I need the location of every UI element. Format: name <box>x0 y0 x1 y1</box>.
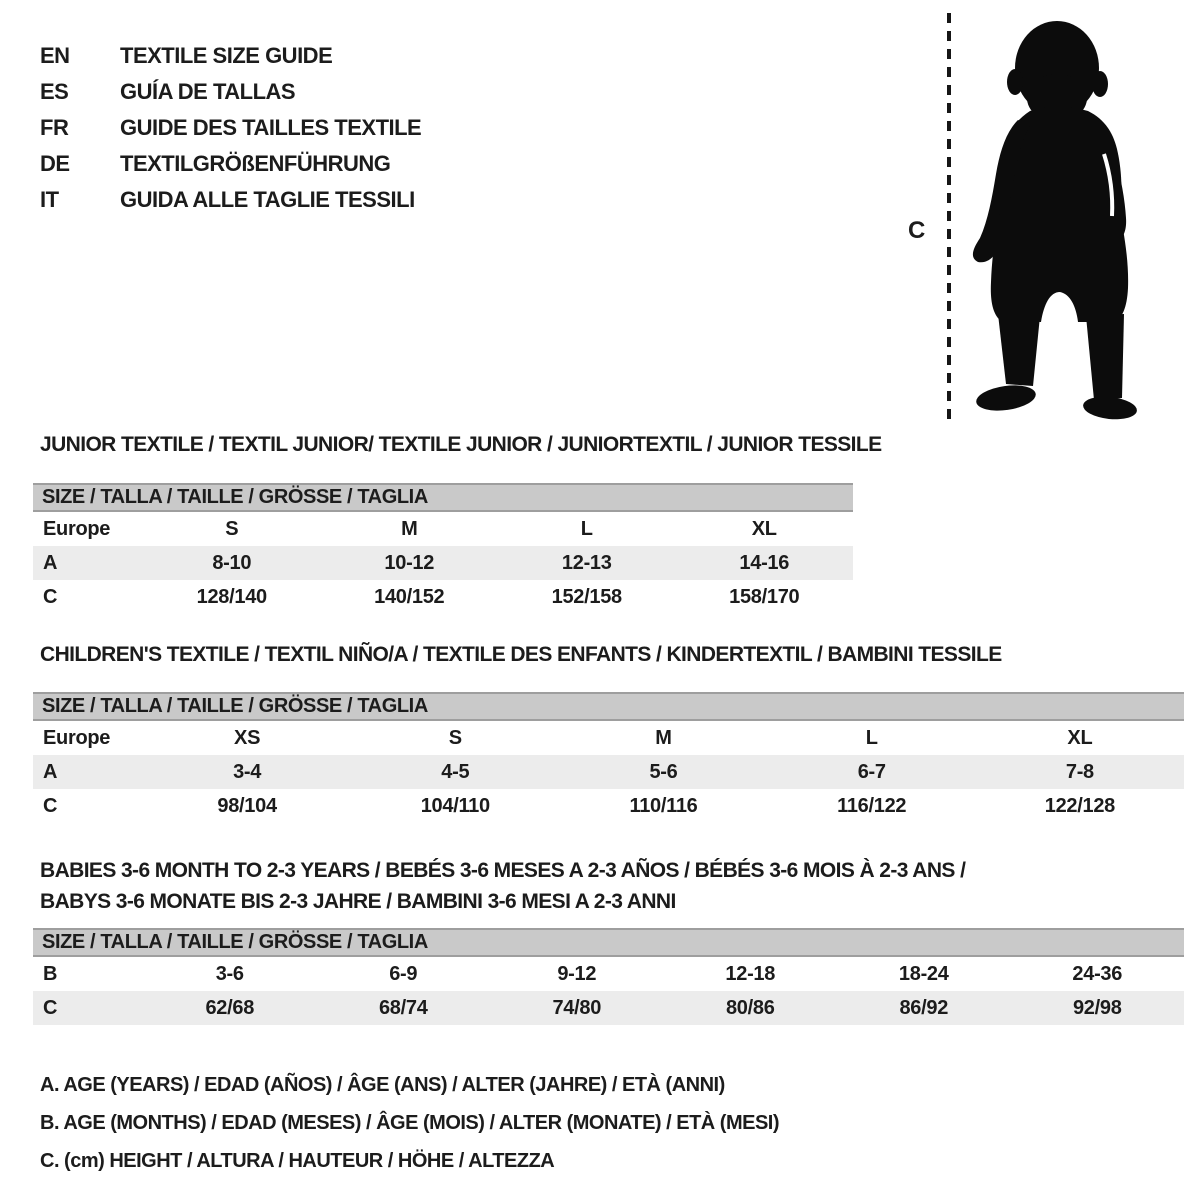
size-value-cell: 122/128 <box>1044 794 1115 817</box>
legend-line-a: A. AGE (YEARS) / EDAD (AÑOS) / ÂGE (ANS) / ALTER (JAHRE) / ETÀ (ANNI) <box>40 1074 725 1096</box>
row-label: C <box>43 794 58 817</box>
junior-table-rows <box>33 512 853 614</box>
row-label: C <box>43 585 58 608</box>
legend-block <box>40 1066 779 1180</box>
size-value-cell: L <box>580 517 593 540</box>
size-value-cell: XS <box>234 726 261 749</box>
row-label: B <box>43 962 58 985</box>
language-row <box>40 74 421 110</box>
childrens-table-rows <box>33 721 1184 823</box>
table-row <box>33 957 1184 991</box>
legend-line-b: B. AGE (MONTHS) / EDAD (MESES) / ÂGE (MOIS) / ALTER (MONATE) / ETÀ (MESI) <box>40 1112 780 1134</box>
size-value-cell: 74/80 <box>552 996 602 1019</box>
childrens-table-title: CHILDREN'S TEXTILE / TEXTIL NIÑO/A / TEXTILE DES ENFANTS / KINDERTEXTIL / BAMBINI TESSILE <box>40 643 1002 666</box>
size-value-cell: M <box>401 517 418 540</box>
row-label: A <box>43 551 58 574</box>
size-value-cell: 12-13 <box>561 551 612 574</box>
size-value-cell: 14-16 <box>739 551 790 574</box>
size-value-cell: 5-6 <box>649 760 678 783</box>
height-measure-dashed-line <box>947 13 951 419</box>
size-value-cell: 7-8 <box>1065 760 1094 783</box>
silhouette-ear-right <box>1092 71 1108 97</box>
size-value-cell: XL <box>751 517 777 540</box>
babies-textile-section <box>33 855 1184 1025</box>
language-code: IT <box>40 187 59 212</box>
size-value-cell: 9-12 <box>557 962 597 985</box>
language-code: EN <box>40 43 70 68</box>
junior-table-title: JUNIOR TEXTILE / TEXTIL JUNIOR/ TEXTILE JUNIOR / JUNIORTEXTIL / JUNIOR TESSILE <box>40 433 882 456</box>
size-value-cell: 18-24 <box>898 962 949 985</box>
toddler-silhouette-image <box>960 16 1140 421</box>
silhouette-left-foot <box>975 382 1038 414</box>
table-row <box>33 580 853 614</box>
size-value-cell: 3-6 <box>215 962 244 985</box>
size-value-cell: 10-12 <box>384 551 435 574</box>
size-value-cell: 6-9 <box>389 962 418 985</box>
babies-table-title-line1: BABIES 3-6 MONTH TO 2-3 YEARS / BEBÉS 3-6 MESES A 2-3 AÑOS / BÉBÉS 3-6 MOIS À 2-3 ANS / <box>40 859 966 882</box>
size-value-cell: 152/158 <box>551 585 622 608</box>
babies-table-rows <box>33 957 1184 1025</box>
legend-line-c: C. (cm) HEIGHT / ALTURA / HAUTEUR / HÖHE / ALTEZZA <box>40 1150 555 1172</box>
size-value-cell: 3-4 <box>233 760 262 783</box>
size-value-cell: M <box>655 726 672 749</box>
language-row <box>40 146 421 182</box>
childrens-textile-section <box>33 643 1184 823</box>
silhouette-right-leg <box>1086 314 1124 400</box>
guide-title: GUÍA DE TALLAS <box>120 79 296 104</box>
size-value-cell: 24-36 <box>1072 962 1123 985</box>
size-header-band: SIZE / TALLA / TAILLE / GRÖSSE / TAGLIA <box>33 692 1184 721</box>
table-row <box>33 755 1184 789</box>
size-value-cell: 128/140 <box>196 585 267 608</box>
language-code: ES <box>40 79 69 104</box>
size-header-band: SIZE / TALLA / TAILLE / GRÖSSE / TAGLIA <box>33 928 1184 957</box>
size-value-cell: 6-7 <box>857 760 886 783</box>
size-value-cell: L <box>865 726 878 749</box>
size-value-cell: 92/98 <box>1072 996 1122 1019</box>
size-value-cell: S <box>225 517 239 540</box>
silhouette-right-foot <box>1082 394 1138 421</box>
silhouette-shorts <box>991 204 1128 322</box>
size-value-cell: 62/68 <box>205 996 255 1019</box>
size-value-cell: 140/152 <box>374 585 445 608</box>
table-row <box>33 991 1184 1025</box>
table-row <box>33 546 853 580</box>
size-value-cell: 116/122 <box>837 794 907 817</box>
size-value-cell: 110/116 <box>629 794 698 817</box>
row-label: A <box>43 760 58 783</box>
table-row <box>33 789 1184 823</box>
guide-title: GUIDE DES TAILLES TEXTILE <box>120 115 422 140</box>
guide-title: TEXTILE SIZE GUIDE <box>120 43 333 68</box>
language-row <box>40 182 421 218</box>
language-code: FR <box>40 115 69 140</box>
size-value-cell: 104/110 <box>420 794 490 817</box>
junior-textile-section <box>33 433 882 614</box>
size-value-cell: 98/104 <box>217 794 277 817</box>
size-value-cell: 12-18 <box>725 962 776 985</box>
guide-title: TEXTILGRÖßENFÜHRUNG <box>120 151 391 176</box>
size-value-cell: 68/74 <box>378 996 428 1019</box>
size-value-cell: 8-10 <box>212 551 252 574</box>
row-label: C <box>43 996 58 1019</box>
size-value-cell: 80/86 <box>725 996 775 1019</box>
size-value-cell: XL <box>1067 726 1093 749</box>
size-value-cell: 86/92 <box>899 996 949 1019</box>
row-label: Europe <box>43 517 111 540</box>
table-row <box>33 512 853 546</box>
size-value-cell: 158/170 <box>729 585 800 608</box>
language-code: DE <box>40 151 70 176</box>
table-row <box>33 721 1184 755</box>
size-value-cell: S <box>448 726 462 749</box>
silhouette-ear-left <box>1007 69 1023 95</box>
language-row <box>40 110 421 146</box>
silhouette-left-leg <box>998 314 1040 386</box>
babies-table-title-line2: BABYS 3-6 MONATE BIS 2-3 JAHRE / BAMBINI 3-6 MESI A 2-3 ANNI <box>40 890 676 913</box>
size-value-cell: 4-5 <box>441 760 470 783</box>
language-title-list <box>40 38 421 218</box>
height-measure-label: C <box>908 217 926 244</box>
size-header-band: SIZE / TALLA / TAILLE / GRÖSSE / TAGLIA <box>33 483 853 512</box>
language-row <box>40 38 421 74</box>
guide-title: GUIDA ALLE TAGLIE TESSILI <box>120 187 415 212</box>
row-label: Europe <box>43 726 111 749</box>
